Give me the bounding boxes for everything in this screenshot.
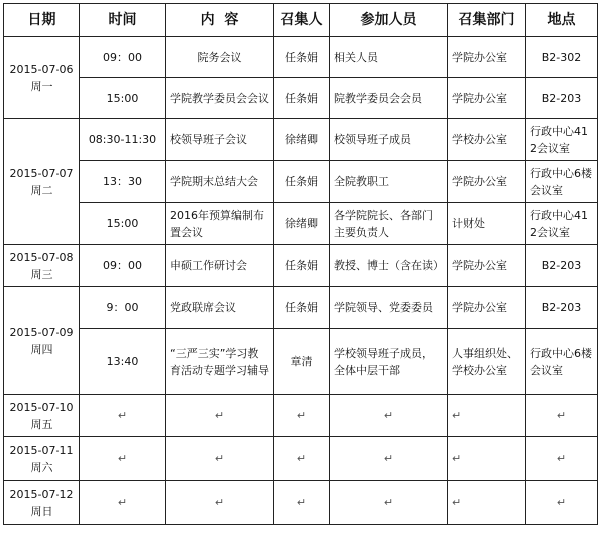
content-cell: 申硕工作研讨会	[166, 245, 274, 287]
weekday-text: 周三	[30, 267, 53, 281]
department-cell: ↵	[448, 437, 526, 481]
content-cell: ↵	[166, 395, 274, 437]
time-cell: 9：00	[80, 287, 166, 329]
department-cell: 学院办公室	[448, 245, 526, 287]
department-cell: 学院办公室	[448, 78, 526, 119]
convener-cell: 徐绪卿	[274, 203, 330, 245]
location-cell: ↵	[526, 395, 598, 437]
department-cell: 计财处	[448, 203, 526, 245]
location-cell: ↵	[526, 437, 598, 481]
convener-cell: 任条娟	[274, 161, 330, 203]
date-text: 2015-07-10	[9, 400, 74, 414]
header-time: 时间	[80, 4, 166, 37]
header-date: 日期	[4, 4, 80, 37]
attendees-cell: 教授、博士（含在读）	[330, 245, 448, 287]
weekday-text: 周四	[30, 342, 53, 356]
weekday-text: 周一	[30, 79, 53, 93]
header-department: 召集部门	[448, 4, 526, 37]
date-cell	[4, 395, 80, 437]
content-cell: 党政联席会议	[166, 287, 274, 329]
time-cell: 09：00	[80, 245, 166, 287]
content-cell: 2016年预算编制布置会议	[166, 203, 274, 245]
schedule-table	[3, 3, 598, 525]
content-cell: ↵	[166, 437, 274, 481]
weekday-text: 周二	[30, 183, 53, 197]
convener-cell: 任条娟	[274, 245, 330, 287]
weekday-text: 周五	[30, 417, 53, 431]
attendees-cell: ↵	[330, 481, 448, 525]
convener-cell: 任条娟	[274, 37, 330, 78]
time-cell: 13:40	[80, 329, 166, 395]
time-cell: 09：00	[80, 37, 166, 78]
location-cell: B2-203	[526, 287, 598, 329]
time-cell: 13：30	[80, 161, 166, 203]
date-text: 2015-07-08	[9, 250, 74, 264]
table-row	[4, 481, 598, 525]
header-location: 地点	[526, 4, 598, 37]
time-cell: ↵	[80, 395, 166, 437]
date-cell	[4, 37, 80, 119]
location-cell: 行政中心6楼会议室	[526, 329, 598, 395]
content-cell: 学院期末总结大会	[166, 161, 274, 203]
attendees-cell: 院教学委员会会员	[330, 78, 448, 119]
convener-cell: 章清	[274, 329, 330, 395]
weekday-text: 周六	[30, 460, 53, 474]
location-cell: 行政中心6楼会议室	[526, 161, 598, 203]
location-cell: 行政中心412会议室	[526, 203, 598, 245]
date-cell	[4, 119, 80, 245]
time-cell: 15:00	[80, 78, 166, 119]
date-text: 2015-07-09	[9, 325, 74, 339]
date-cell	[4, 245, 80, 287]
table-row	[4, 395, 598, 437]
time-cell: 08:30-11:30	[80, 119, 166, 161]
table-row	[4, 329, 598, 395]
date-cell	[4, 287, 80, 395]
department-cell: ↵	[448, 395, 526, 437]
table-row	[4, 37, 598, 78]
attendees-cell: 学院领导、党委委员	[330, 287, 448, 329]
date-text: 2015-07-11	[9, 443, 74, 457]
date-text: 2015-07-07	[9, 166, 74, 180]
department-cell: ↵	[448, 481, 526, 525]
header-attendees: 参加人员	[330, 4, 448, 37]
location-cell: B2-203	[526, 78, 598, 119]
attendees-cell: 学校领导班子成员，全体中层干部	[330, 329, 448, 395]
date-cell	[4, 481, 80, 525]
table-row	[4, 437, 598, 481]
convener-cell: 任条娟	[274, 287, 330, 329]
table-row	[4, 287, 598, 329]
convener-cell: ↵	[274, 437, 330, 481]
attendees-cell: 校领导班子成员	[330, 119, 448, 161]
convener-cell: ↵	[274, 395, 330, 437]
weekday-text: 周日	[30, 504, 53, 518]
attendees-cell: ↵	[330, 437, 448, 481]
convener-cell: 徐绪卿	[274, 119, 330, 161]
convener-cell: ↵	[274, 481, 330, 525]
convener-cell: 任条娟	[274, 78, 330, 119]
content-cell: “三严三实”学习教育活动专题学习辅导	[166, 329, 274, 395]
table-row	[4, 203, 598, 245]
attendees-cell: ↵	[330, 395, 448, 437]
attendees-cell: 相关人员	[330, 37, 448, 78]
date-text: 2015-07-12	[9, 487, 74, 501]
content-cell: 学院教学委员会会议	[166, 78, 274, 119]
department-cell: 学院办公室	[448, 287, 526, 329]
date-text: 2015-07-06	[9, 62, 74, 76]
header-convener: 召集人	[274, 4, 330, 37]
time-cell: ↵	[80, 437, 166, 481]
location-cell: ↵	[526, 481, 598, 525]
attendees-cell: 各学院院长、各部门主要负责人	[330, 203, 448, 245]
table-row	[4, 119, 598, 161]
content-cell: 校领导班子会议	[166, 119, 274, 161]
table-row	[4, 245, 598, 287]
time-cell: ↵	[80, 481, 166, 525]
date-cell	[4, 437, 80, 481]
department-cell: 学院办公室	[448, 37, 526, 78]
header-content: 内 容	[166, 4, 274, 37]
table-row	[4, 78, 598, 119]
department-cell: 学院办公室	[448, 161, 526, 203]
content-cell: 院务会议	[166, 37, 274, 78]
department-cell: 学校办公室	[448, 119, 526, 161]
time-cell: 15:00	[80, 203, 166, 245]
header-row	[4, 4, 598, 37]
department-cell: 人事组织处、学校办公室	[448, 329, 526, 395]
attendees-cell: 全院教职工	[330, 161, 448, 203]
location-cell: 行政中心412会议室	[526, 119, 598, 161]
table-row	[4, 161, 598, 203]
content-cell: ↵	[166, 481, 274, 525]
location-cell: B2-203	[526, 245, 598, 287]
location-cell: B2-302	[526, 37, 598, 78]
